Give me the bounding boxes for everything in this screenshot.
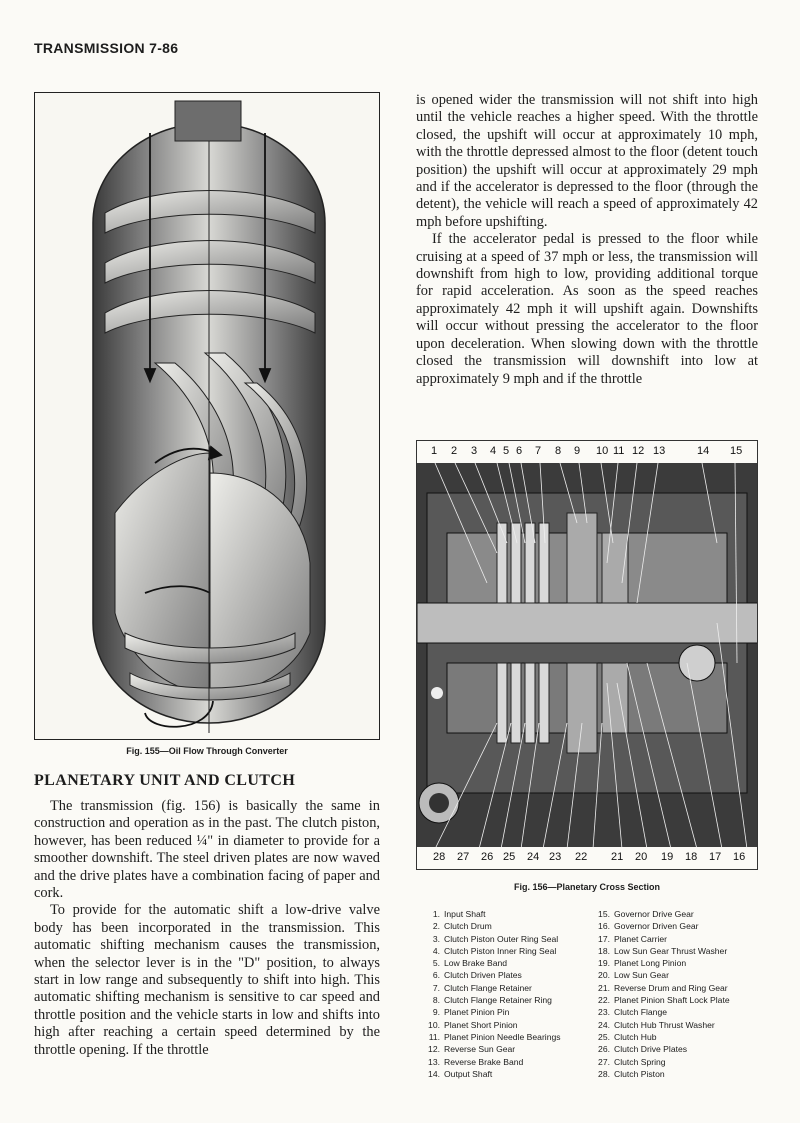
part-name: Governor Drive Gear: [614, 909, 694, 919]
callout-number: 9: [574, 445, 581, 457]
parts-legend-item: [594, 1056, 764, 1068]
part-number: 7.: [432, 982, 440, 993]
callout-number: 12: [632, 445, 645, 457]
paragraph: If the accelerator pedal is pressed to the floor while cruising at a speed of 37 mph or less, the transmission will downshift from high to low, providing additional torque for rapid acceleration. As soon as the speed reaches approximately 42 mph it will upshift again. Downshifts will occur without pressing the accelerator to the floor upon deceleration. When slowing down with the throttle closed the transmission will downshift into low at approximately 9 mph and if the throttle: [416, 231, 758, 387]
part-name: Clutch Flange: [614, 1007, 668, 1018]
callout-number: 19: [661, 851, 674, 863]
part-number: 8.: [432, 995, 440, 1006]
right-column-text: [416, 92, 758, 388]
part-name: Low Sun Gear: [614, 970, 669, 981]
parts-legend-item: [424, 933, 594, 945]
callout-number: 27: [457, 851, 470, 863]
callout-number: 16: [733, 851, 746, 863]
part-number: 18.: [598, 945, 610, 956]
callout-number: 4: [490, 445, 497, 457]
part-name: Clutch Flange Retainer Ring: [444, 995, 552, 1006]
part-number: 3.: [432, 933, 440, 944]
callout-number: 13: [653, 445, 666, 457]
part-name: Reverse Brake Band: [444, 1056, 524, 1067]
callout-number: 28: [433, 851, 446, 863]
part-name: Clutch Piston Inner Ring Seal: [444, 945, 557, 956]
part-number: 26.: [598, 1044, 610, 1055]
callout-number: 17: [709, 851, 722, 863]
part-number: 9.: [432, 1007, 440, 1018]
part-name: Clutch Spring: [614, 1056, 666, 1067]
part-number: 10.: [428, 1019, 440, 1030]
parts-legend-item: [424, 1006, 594, 1018]
part-name: Planet Pinion Shaft Lock Plate: [614, 995, 730, 1006]
parts-legend-item: [424, 1068, 594, 1080]
part-number: 16.: [598, 921, 610, 932]
parts-legend-item: [594, 982, 764, 994]
parts-legend-item: [594, 969, 764, 981]
part-number: 28.: [598, 1068, 610, 1079]
figure-156: [416, 440, 758, 870]
parts-legend: [424, 908, 764, 1080]
part-number: 27.: [598, 1056, 610, 1067]
parts-legend-item: [594, 1031, 764, 1043]
part-number: 6.: [432, 970, 440, 981]
part-name: Output Shaft: [444, 1068, 493, 1079]
parts-legend-item: [594, 994, 764, 1006]
part-name: Clutch Piston Outer Ring Seal: [444, 933, 559, 944]
parts-legend-item: [424, 1031, 594, 1043]
figure-156-caption: Fig. 156—Planetary Cross Section: [513, 882, 661, 892]
part-name: Planet Short Pinion: [444, 1019, 518, 1030]
part-number: 22.: [598, 995, 610, 1006]
part-name: Low Sun Gear Thrust Washer: [614, 945, 728, 956]
part-name: Clutch Driven Plates: [444, 970, 522, 981]
part-name: Governor Driven Gear: [614, 921, 699, 932]
part-name: Planet Carrier: [614, 933, 668, 944]
part-name: Planet Long Pinion: [614, 958, 687, 969]
bottom-callout-numbers: [417, 847, 758, 869]
parts-legend-item: [594, 933, 764, 945]
part-name: Reverse Sun Gear: [444, 1044, 516, 1055]
parts-legend-item: [424, 908, 594, 920]
callout-number: 5: [503, 445, 510, 457]
figure-155: [34, 92, 380, 740]
part-number: 1.: [432, 909, 440, 919]
part-name: Reverse Drum and Ring Gear: [614, 982, 728, 993]
parts-legend-item: [424, 945, 594, 957]
parts-legend-item: [424, 1043, 594, 1055]
callout-number: 21: [611, 851, 624, 863]
part-number: 21.: [598, 982, 610, 993]
part-number: 17.: [598, 933, 610, 944]
part-name: Low Brake Band: [444, 958, 508, 969]
parts-legend-item: [594, 1006, 764, 1018]
callout-number: 26: [481, 851, 494, 863]
parts-legend-item: [594, 920, 764, 932]
part-number: 14.: [428, 1068, 440, 1079]
part-number: 25.: [598, 1031, 610, 1042]
paragraph: is opened wider the transmission will not shift into high until the vehicle reaches a higher speed. With the throttle closed, the upshift will occur at approximately 10 mph, with the throttle depressed almost to the floor (detent touch position) the upshift will occur at approximately 29 mph and if the accelerator is depressed to the floor (through the detent), the vehicle will reach a speed of approximately 42 mph before upshifting.: [416, 92, 758, 230]
callout-number: 20: [635, 851, 648, 863]
parts-legend-item: [424, 1056, 594, 1068]
callout-number: 7: [535, 445, 542, 457]
callout-number: 6: [516, 445, 523, 457]
part-number: 23.: [598, 1007, 610, 1018]
callout-number: 11: [613, 445, 625, 457]
part-name: Clutch Hub Thrust Washer: [614, 1019, 715, 1030]
part-number: 5.: [432, 958, 440, 969]
parts-legend-item: [594, 1068, 764, 1080]
callout-number: 25: [503, 851, 516, 863]
parts-legend-item: [424, 957, 594, 969]
part-number: 19.: [598, 958, 610, 969]
callout-number: 15: [730, 445, 743, 457]
callout-number: 24: [527, 851, 540, 863]
part-name: Clutch Drive Plates: [614, 1044, 688, 1055]
parts-legend-item: [424, 969, 594, 981]
part-number: 24.: [598, 1019, 610, 1030]
page-header: TRANSMISSION 7-86: [34, 40, 179, 56]
top-callout-numbers: [417, 441, 758, 463]
callout-number: 22: [575, 851, 588, 863]
parts-legend-item: [424, 982, 594, 994]
figure-155-caption: Fig. 155—Oil Flow Through Converter: [126, 746, 288, 756]
converter-illustration: [35, 93, 380, 740]
part-name: Clutch Drum: [444, 921, 492, 932]
callout-number: 10: [596, 445, 609, 457]
part-number: 4.: [432, 945, 440, 956]
part-number: 11.: [428, 1031, 440, 1042]
part-name: Planet Pinion Pin: [444, 1007, 510, 1018]
part-name: Clutch Hub: [614, 1031, 657, 1042]
callout-number: 14: [697, 445, 710, 457]
parts-legend-item: [424, 1019, 594, 1031]
callout-number: 1: [431, 445, 438, 457]
parts-legend-item: [594, 1019, 764, 1031]
paragraph: To provide for the automatic shift a low-drive valve body has been incorporated in the transmission. This automatic shifting mechanism causes the transmission, when the selector lever is in the "D" position, to always start in low range and subsequently to shift into high. This automatic shifting mechanism is sensitive to car speed and throttle position and the vehicle starts in low and shifts into high after reaching a certain speed determined by the throttle opening. If the throttle: [34, 902, 380, 1058]
parts-legend-item: [424, 994, 594, 1006]
part-name: Planet Pinion Needle Bearings: [444, 1031, 561, 1042]
part-name: Input Shaft: [444, 909, 486, 919]
part-name: Clutch Piston: [614, 1068, 665, 1079]
parts-legend-item: [594, 957, 764, 969]
left-column-text: [34, 798, 380, 1059]
parts-legend-item: [594, 945, 764, 957]
parts-legend-item: [424, 920, 594, 932]
part-number: 20.: [598, 970, 610, 981]
part-number: 15.: [598, 909, 610, 919]
paragraph: The transmission (fig. 156) is basically the same in construction and operation as in the past. The clutch piston, however, has been reduced ¼" in diameter to provide for a smoother downshift. The steel driven plates are now waved and the drive plates have a combination facing of paper and cork.: [34, 798, 380, 902]
callout-number: 18: [685, 851, 698, 863]
callout-number: 3: [471, 445, 478, 457]
callout-number: 8: [555, 445, 562, 457]
part-name: Clutch Flange Retainer: [444, 982, 532, 993]
callout-number: 23: [549, 851, 562, 863]
parts-legend-item: [594, 908, 764, 920]
parts-legend-item: [594, 1043, 764, 1055]
part-number: 12.: [428, 1044, 440, 1055]
part-number: 13.: [428, 1056, 440, 1067]
section-heading: PLANETARY UNIT AND CLUTCH: [34, 772, 296, 789]
planetary-illustration: [417, 463, 758, 849]
part-number: 2.: [432, 921, 440, 932]
callout-number: 2: [451, 445, 458, 457]
